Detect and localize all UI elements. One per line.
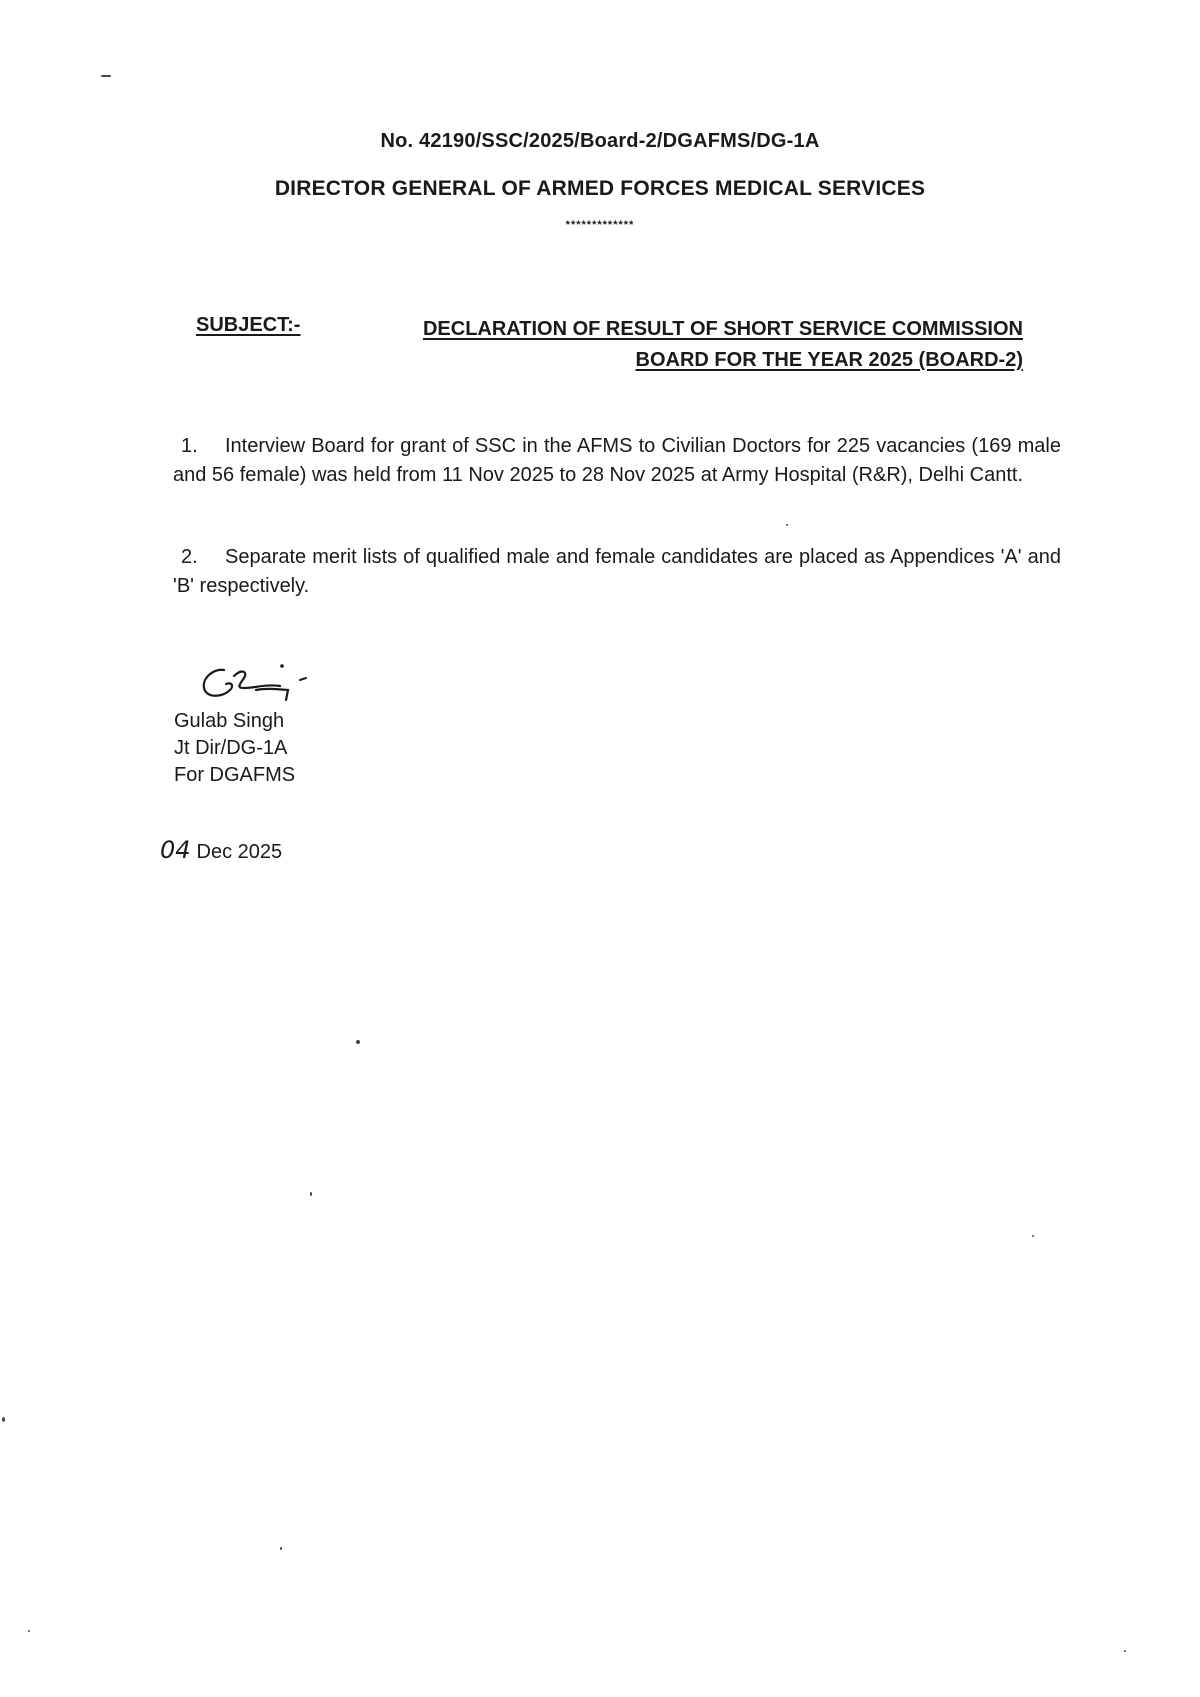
paragraph-2-number: 2. bbox=[181, 546, 198, 568]
subject-label: SUBJECT:- bbox=[196, 314, 301, 336]
paragraph-2 bbox=[173, 543, 1061, 601]
printed-month-year: Dec 2025 bbox=[196, 841, 283, 863]
signatory-block bbox=[174, 708, 295, 789]
paragraph-1-number: 1. bbox=[181, 435, 198, 457]
document-date bbox=[160, 836, 282, 864]
scan-speck bbox=[280, 1547, 282, 1550]
signatory-on-behalf: For DGAFMS bbox=[174, 764, 296, 786]
paragraph-2-text: Separate merit lists of qualified male and female candidates are placed as Appendices 'A' and 'B' respectively. bbox=[173, 546, 1061, 597]
signatory-name: Gulab Singh bbox=[174, 710, 285, 732]
scan-speck bbox=[310, 1192, 312, 1196]
scan-speck bbox=[356, 1040, 360, 1044]
separator-stars: ************* bbox=[565, 219, 635, 231]
handwritten-signature bbox=[196, 658, 326, 706]
subject-line-2: BOARD FOR THE YEAR 2025 (BOARD-2) bbox=[635, 349, 1023, 371]
scan-speck bbox=[101, 75, 111, 77]
scan-speck bbox=[2, 1417, 5, 1422]
scan-speck bbox=[786, 524, 788, 526]
subject-text bbox=[333, 314, 1023, 376]
signatory-designation: Jt Dir/DG-1A bbox=[174, 737, 288, 759]
organization-name: DIRECTOR GENERAL OF ARMED FORCES MEDICAL SERVICES bbox=[274, 177, 926, 200]
handwritten-day: 04 bbox=[160, 836, 191, 864]
reference-number: No. 42190/SSC/2025/Board-2/DGAFMS/DG-1A bbox=[380, 130, 820, 152]
paragraph-1-text: Interview Board for grant of SSC in the AFMS to Civilian Doctors for 225 vacancies (169 male and 56 female) was held from 11 Nov 2025 to 28 Nov 2025 at Army Hospital (R&R), Delhi Cantt. bbox=[173, 435, 1061, 486]
scan-speck bbox=[28, 1630, 30, 1632]
scan-speck bbox=[1124, 1650, 1126, 1652]
subject-line-1: DECLARATION OF RESULT OF SHORT SERVICE COMMISSION bbox=[422, 318, 1023, 340]
paragraph-1 bbox=[173, 432, 1061, 490]
scan-speck bbox=[1032, 1235, 1034, 1237]
